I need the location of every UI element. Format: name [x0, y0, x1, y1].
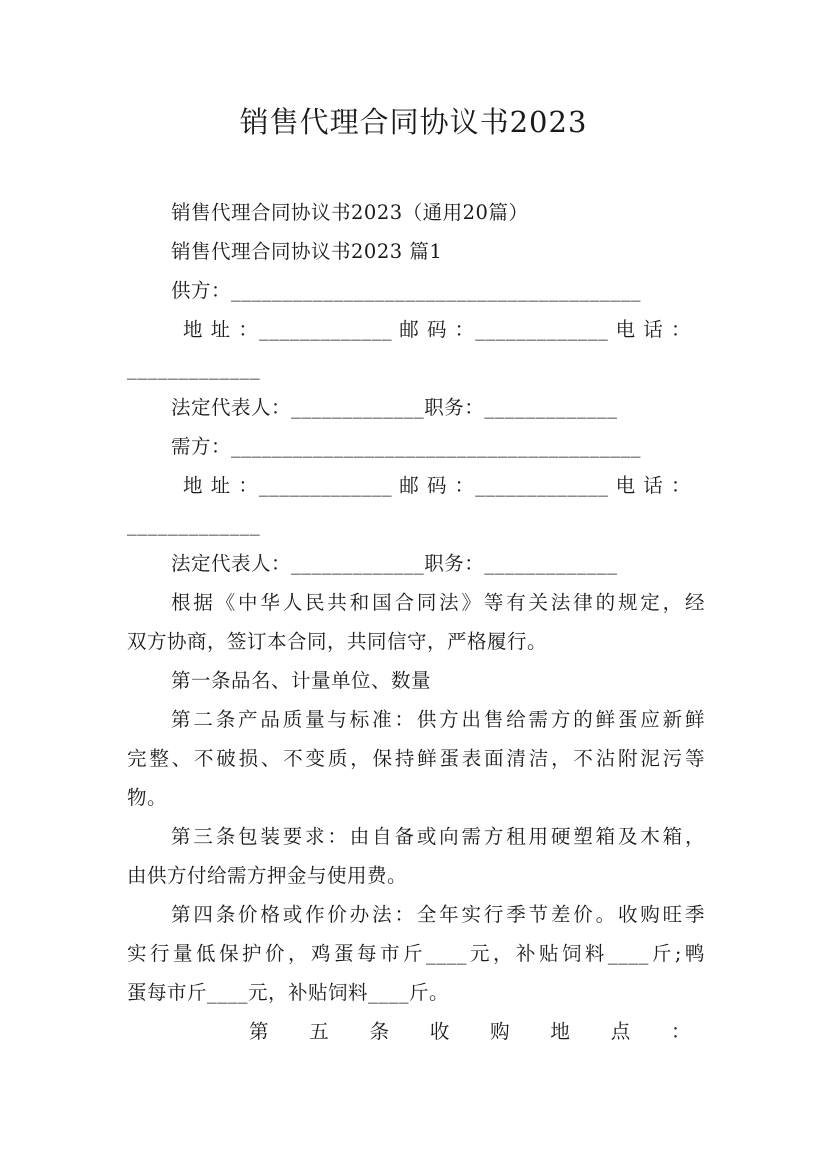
buyer-phone-blank: _____________ — [127, 513, 261, 536]
subtitle-line: 销售代理合同协议书2023（通用20篇） — [171, 201, 529, 224]
paragraph-line: 由供方付给需方押金与使用费。 — [127, 864, 408, 887]
paragraph-line: 根据《中华人民共和国合同法》等有关法律的规定，经 — [171, 591, 705, 614]
buyer-line: 需方：________________________________________ — [171, 435, 642, 458]
paragraph-line: 蛋每市斤____元，补贴饲料____斤。 — [127, 981, 450, 1004]
paragraph-line: 物。 — [127, 786, 168, 809]
supplier-representative-line: 法定代表人：_____________职务：_____________ — [171, 396, 618, 419]
paragraph-line: 实行量低保护价，鸡蛋每市斤____元，补贴饲料____斤;鸭 — [127, 942, 705, 965]
article-three: 第三条包装要求：由自备或向需方租用硬塑箱及木箱， — [171, 825, 705, 848]
section-heading: 销售代理合同协议书2023 篇1 — [171, 240, 443, 263]
article-four: 第四条价格或作价办法：全年实行季节差价。收购旺季 — [171, 903, 705, 926]
article-one: 第一条品名、计量单位、数量 — [171, 669, 432, 692]
paragraph-line: 完整、不破损、不变质，保持鲜蛋表面清洁，不沾附泥污等 — [127, 747, 705, 770]
supplier-phone-blank: _____________ — [127, 357, 261, 380]
buyer-address-line: 地 址 ：_____________ 邮 码 ：_____________ 电 话 ： — [183, 474, 691, 497]
buyer-representative-line: 法定代表人：_____________职务：_____________ — [171, 552, 618, 575]
paragraph-line: 双方协商，签订本合同，共同信守，严格履行。 — [127, 630, 548, 653]
document-title: 销售代理合同协议书2023 — [239, 105, 588, 139]
supplier-line: 供方：________________________________________ — [171, 279, 642, 302]
article-five: 第 五 条 收 购 地 点 ： — [249, 1020, 691, 1043]
article-two: 第二条产品质量与标准：供方出售给需方的鲜蛋应新鲜 — [171, 708, 705, 731]
supplier-address-line: 地 址 ：_____________ 邮 码 ：_____________ 电 话 ： — [183, 318, 691, 341]
